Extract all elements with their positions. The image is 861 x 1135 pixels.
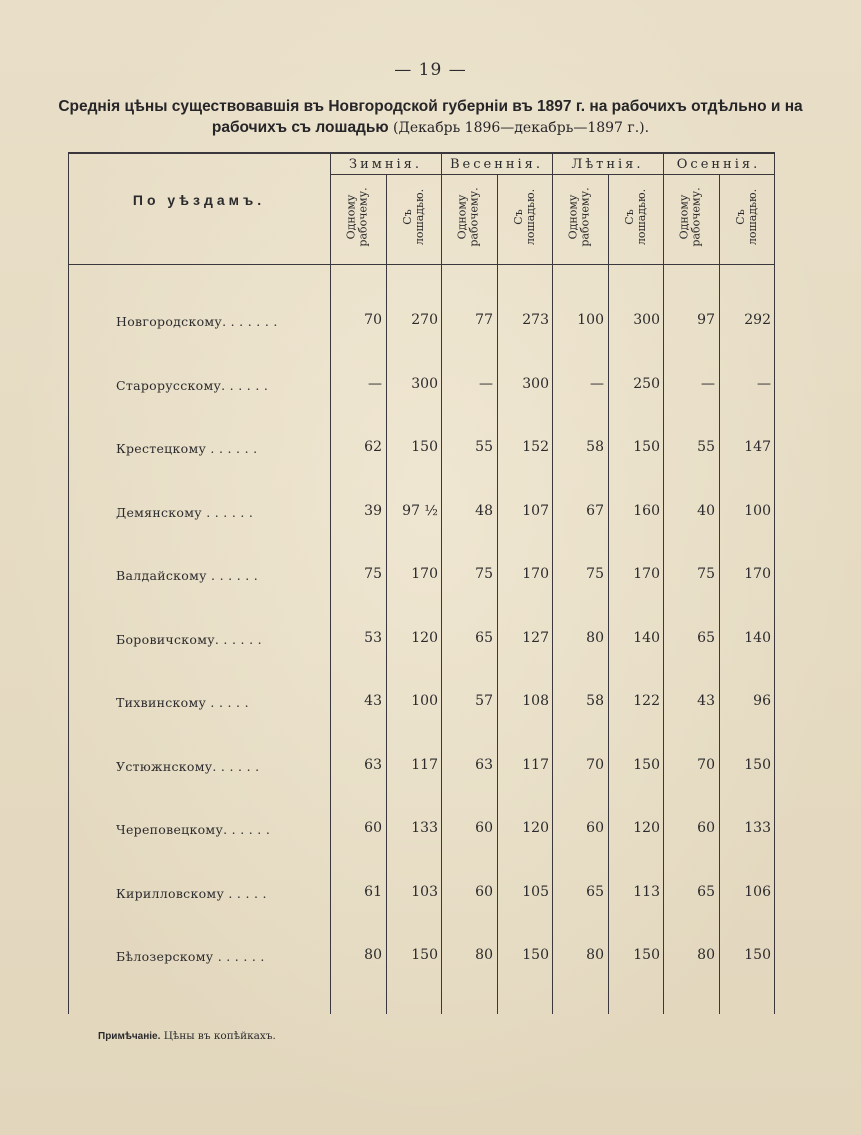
season-header: Лѣтнія.	[571, 157, 644, 172]
season-header: Зимнія.	[348, 157, 423, 172]
price-cell: 60	[697, 820, 715, 836]
price-cell: 122	[633, 693, 660, 709]
price-cell: 65	[475, 629, 493, 646]
price-cell: 170	[522, 566, 549, 582]
price-cell: —	[479, 375, 493, 392]
price-cell: 70	[697, 756, 715, 773]
price-cell: 120	[411, 629, 438, 646]
price-cell: 67	[586, 502, 604, 519]
price-cell: 60	[475, 883, 493, 900]
price-cell: 58	[586, 693, 604, 709]
footnote	[98, 1030, 276, 1042]
price-cell: 140	[633, 629, 660, 646]
price-cell: 60	[475, 820, 493, 836]
price-cell: 108	[522, 693, 549, 709]
page-number: — 19 —	[394, 60, 467, 80]
price-cell: 106	[744, 883, 771, 900]
price-cell: 117	[411, 756, 438, 773]
price-cell: 75	[697, 566, 715, 582]
price-cell: 170	[633, 566, 660, 582]
district-name: Новгородскому. . . . . . .	[116, 314, 278, 329]
title-line-2	[40, 117, 821, 139]
price-cell: 103	[411, 883, 438, 900]
price-cell: 170	[411, 566, 438, 582]
sub-header	[608, 174, 664, 260]
price-cell: 58	[586, 439, 604, 455]
price-cell: 77	[475, 312, 493, 328]
price-cell: 60	[364, 820, 382, 836]
price-cell: 96	[753, 693, 771, 709]
sub-header-text: Съ лошадью.	[623, 188, 649, 246]
price-cell: 57	[475, 693, 493, 709]
title-line-2-bold: рабочихъ съ лошадью	[211, 119, 389, 136]
price-cell: 65	[697, 629, 715, 646]
price-cell: 150	[411, 947, 438, 963]
price-cell: 160	[633, 502, 660, 519]
top-rule	[68, 152, 774, 154]
sub-header	[330, 174, 386, 260]
price-cell: 80	[586, 629, 604, 646]
price-cell: 100	[411, 693, 438, 709]
price-cell: 113	[633, 883, 660, 900]
sub-header-text: Съ лошадью.	[512, 188, 538, 246]
price-cell: 133	[411, 820, 438, 836]
price-cell: 127	[522, 629, 549, 646]
price-cell: 75	[364, 566, 382, 582]
sub-header-text: Съ лошадью.	[401, 188, 427, 246]
price-cell: 65	[697, 883, 715, 900]
price-cell: 100	[744, 502, 771, 519]
district-name: Боровичскому. . . . . .	[116, 631, 262, 647]
price-cell: 150	[411, 439, 438, 455]
price-cell: 107	[522, 502, 549, 519]
district-name: Крестецкому . . . . . .	[116, 441, 258, 456]
price-cell: 97 ½	[402, 502, 438, 519]
sub-header	[386, 174, 442, 260]
price-cell: 150	[633, 947, 660, 963]
price-cell: 70	[586, 756, 604, 773]
price-cell: 48	[475, 502, 493, 519]
price-cell: 147	[744, 439, 771, 455]
price-cell: 75	[475, 566, 493, 582]
price-cell: 150	[633, 439, 660, 455]
price-cell: 62	[364, 439, 382, 455]
price-cell: 250	[633, 375, 660, 392]
price-cell: 150	[744, 756, 771, 773]
price-cell: 80	[586, 947, 604, 963]
title-date-range: (Декабрь 1896—декабрь—1897 г.).	[392, 120, 650, 136]
price-cell: —	[368, 375, 382, 392]
price-cell: 40	[697, 502, 715, 519]
district-name: Кирилловскому . . . . .	[116, 885, 267, 901]
price-cell: 65	[586, 883, 604, 900]
price-cell: 43	[364, 693, 382, 709]
price-cell: 150	[522, 947, 549, 963]
district-name: Старорусскому. . . . . .	[116, 377, 269, 393]
price-cell: 270	[411, 312, 438, 328]
price-cell: 53	[364, 629, 382, 646]
price-cell: 273	[522, 312, 549, 328]
footnote-text: Цѣны въ копѣйкахъ.	[163, 1030, 276, 1042]
prices-table	[68, 152, 774, 1014]
price-cell: 152	[522, 439, 549, 455]
season-header: Весеннія.	[449, 157, 544, 172]
price-cell: 63	[475, 756, 493, 773]
sub-header-text: Одному рабочему.	[678, 187, 703, 247]
district-name: Череповецкому. . . . . .	[116, 822, 271, 837]
price-cell: 63	[364, 756, 382, 773]
price-cell: 100	[577, 312, 604, 328]
price-cell: —	[590, 375, 604, 392]
price-cell: 75	[586, 566, 604, 582]
sub-header	[663, 174, 719, 260]
price-cell: —	[757, 375, 771, 392]
district-name: Тихвинскому . . . . .	[116, 695, 249, 710]
sub-header	[719, 174, 775, 260]
sub-header-text: Съ лошадью.	[734, 188, 760, 246]
price-cell: 80	[697, 947, 715, 963]
price-cell: —	[701, 375, 715, 392]
season-header: Осеннія.	[676, 157, 761, 172]
price-cell: 39	[364, 502, 382, 519]
price-cell: 150	[633, 756, 660, 773]
price-cell: 55	[475, 439, 493, 455]
price-cell: 140	[744, 629, 771, 646]
price-cell: 80	[475, 947, 493, 963]
sub-header	[441, 174, 497, 260]
rowhead-label: По уѣздамъ.	[132, 192, 266, 208]
price-cell: 97	[697, 312, 715, 328]
sub-header-text: Одному рабочему.	[345, 187, 370, 247]
district-name: Валдайскому . . . . . .	[116, 568, 259, 583]
price-cell: 300	[522, 375, 549, 392]
price-cell: 43	[697, 693, 715, 709]
table-title	[40, 96, 821, 139]
price-cell: 105	[522, 883, 549, 900]
price-cell: 117	[522, 756, 549, 773]
sub-header	[552, 174, 608, 260]
sub-header	[497, 174, 553, 260]
price-cell: 60	[586, 820, 604, 836]
district-name: Бѣлозерскому . . . . . .	[116, 949, 265, 964]
header-bottom-rule	[68, 264, 774, 265]
footnote-label: Примѣчаніе.	[98, 1031, 161, 1042]
price-cell: 133	[744, 820, 771, 836]
price-cell: 70	[364, 312, 382, 328]
price-cell: 120	[633, 820, 660, 836]
price-cell: 300	[411, 375, 438, 392]
price-cell: 80	[364, 947, 382, 963]
price-cell: 170	[744, 566, 771, 582]
price-cell: 292	[744, 312, 771, 328]
price-cell: 61	[364, 883, 382, 900]
title-line-1: Среднія цѣны существовавшія въ Новгородской губерніи въ 1897 г. на рабочихъ отдѣльно и на	[58, 98, 803, 115]
price-cell: 300	[633, 312, 660, 328]
district-name: Устюжнскому. . . . . .	[116, 758, 260, 774]
price-cell: 120	[522, 820, 549, 836]
sub-header-text: Одному рабочему.	[456, 187, 481, 247]
district-name: Демянскому . . . . . .	[116, 504, 254, 520]
price-cell: 55	[697, 439, 715, 455]
sub-header-text: Одному рабочему.	[567, 187, 592, 247]
price-cell: 150	[744, 947, 771, 963]
